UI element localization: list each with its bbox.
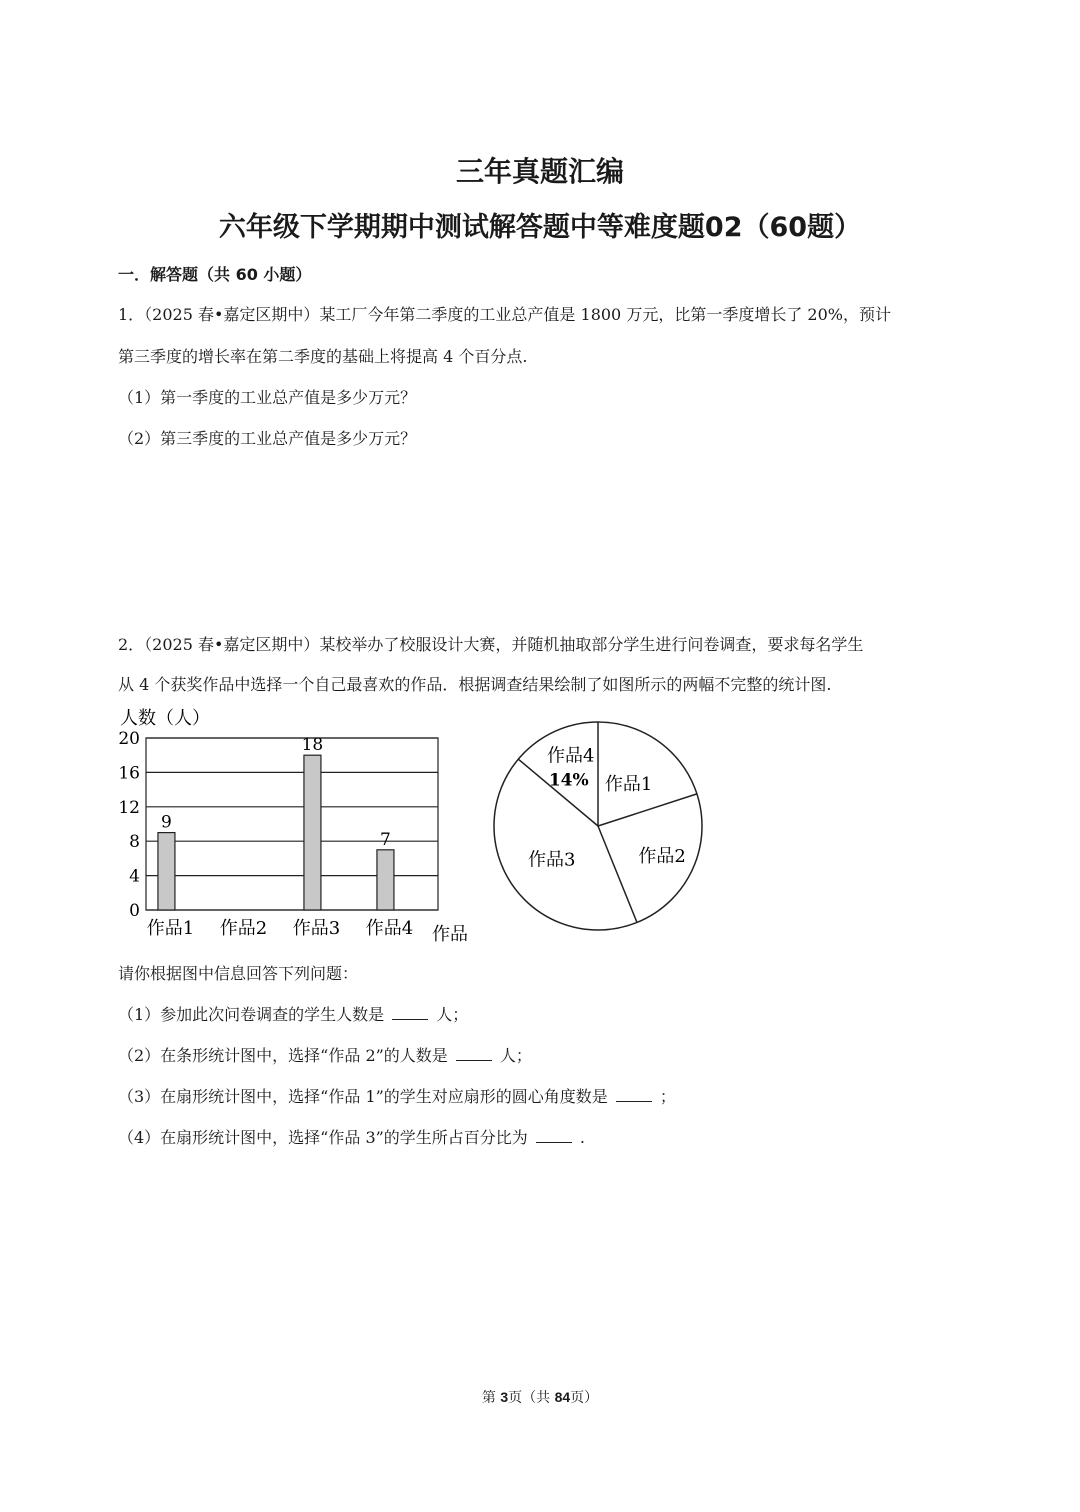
q2-stem-line2: 从 4 个获奖作品中选择一个自己最喜欢的作品．根据调查结果绘制了如图所示的两幅不完整的统计图. xyxy=(118,675,832,694)
q2-sub1-text: （1）参加此次问卷调查的学生人数是 xyxy=(118,1005,385,1024)
bar-chart-ylabel: 人数（人） xyxy=(120,708,210,729)
y-tick-label: 8 xyxy=(129,832,140,853)
y-tick-label: 20 xyxy=(118,729,140,749)
footer-mid: 页（共 xyxy=(508,1390,555,1406)
y-tick-label: 0 xyxy=(129,901,140,921)
q2-sub4-text: （4）在扇形统计图中，选择“作品 3”的学生所占百分比为 xyxy=(118,1128,528,1147)
q2-sub2-suffix: 人； xyxy=(499,1046,532,1065)
pie-slice-label: 作品3 xyxy=(527,849,576,871)
bar xyxy=(377,850,394,910)
section-heading: 一．解答题（共 60 小题） xyxy=(118,265,312,284)
q2-sub3 xyxy=(118,1084,676,1107)
y-tick-label: 12 xyxy=(118,797,140,818)
q2-sub2-text: （2）在条形统计图中，选择“作品 2”的人数是 xyxy=(118,1046,448,1065)
footer-suffix: 页） xyxy=(570,1390,599,1406)
bar xyxy=(304,755,321,910)
q2-sub1-suffix: 人； xyxy=(436,1005,469,1024)
page-title: 三年真题汇编 xyxy=(455,155,624,188)
q1-stem-line1: 1．（2025 春•嘉定区期中）某工厂今年第二季度的工业总产值是 1800 万元，比第一季度增长了 20%，预计 xyxy=(118,305,891,324)
answer-blank[interactable] xyxy=(456,1046,492,1061)
q2-sub2 xyxy=(118,1043,532,1066)
answer-blank[interactable] xyxy=(616,1087,652,1102)
x-tick-label: 作品1 xyxy=(146,918,195,939)
q1-sub2: （2）第三季度的工业总产值是多少万元？ xyxy=(118,429,417,448)
y-tick-label: 16 xyxy=(118,763,140,784)
bar-value-label: 7 xyxy=(380,829,391,850)
bar xyxy=(158,833,175,910)
bar-chart xyxy=(110,700,490,950)
answer-blank[interactable] xyxy=(392,1005,428,1020)
q2-sub3-text: （3）在扇形统计图中，选择“作品 1”的学生对应扇形的圆心角度数是 xyxy=(118,1087,608,1106)
page-subtitle: 六年级下学期期中测试解答题中等难度题02（60题） xyxy=(218,212,862,243)
q2-sub4 xyxy=(118,1125,585,1148)
x-tick-label: 作品3 xyxy=(292,918,341,939)
y-tick-label: 4 xyxy=(129,866,140,887)
pie-chart xyxy=(490,718,720,948)
pie-slice-label: 作品4 xyxy=(547,745,595,767)
bar-chart-xlabel: 作品 xyxy=(432,924,468,945)
x-tick-label: 作品2 xyxy=(219,918,268,939)
bar-value-label: 9 xyxy=(161,812,172,833)
q2-stem-line1: 2．（2025 春•嘉定区期中）某校举办了校服设计大赛，并随机抽取部分学生进行问卷调查，要求每名学生 xyxy=(118,635,864,654)
page-footer xyxy=(0,1387,1080,1407)
pie-slice-label: 作品2 xyxy=(638,845,686,867)
q2-sub3-suffix: ； xyxy=(659,1087,676,1106)
footer-page-number: 3 xyxy=(500,1389,509,1405)
x-tick-label: 作品4 xyxy=(365,918,414,939)
pie-slice-percent: 14% xyxy=(548,770,589,791)
q1-stem-line2: 第三季度的增长率在第二季度的基础上将提高 4 个百分点. xyxy=(118,347,528,366)
answer-blank[interactable] xyxy=(536,1128,572,1143)
pie-slice-label: 作品1 xyxy=(604,773,653,795)
q2-sub4-suffix: . xyxy=(579,1128,585,1147)
q2-sub1 xyxy=(118,1002,468,1025)
bar-value-label: 18 xyxy=(301,735,324,756)
q2-prompt: 请你根据图中信息回答下列问题： xyxy=(118,964,359,983)
footer-prefix: 第 xyxy=(481,1390,501,1406)
footer-total-pages: 84 xyxy=(554,1389,571,1405)
q1-sub1: （1）第一季度的工业总产值是多少万元？ xyxy=(118,388,417,407)
